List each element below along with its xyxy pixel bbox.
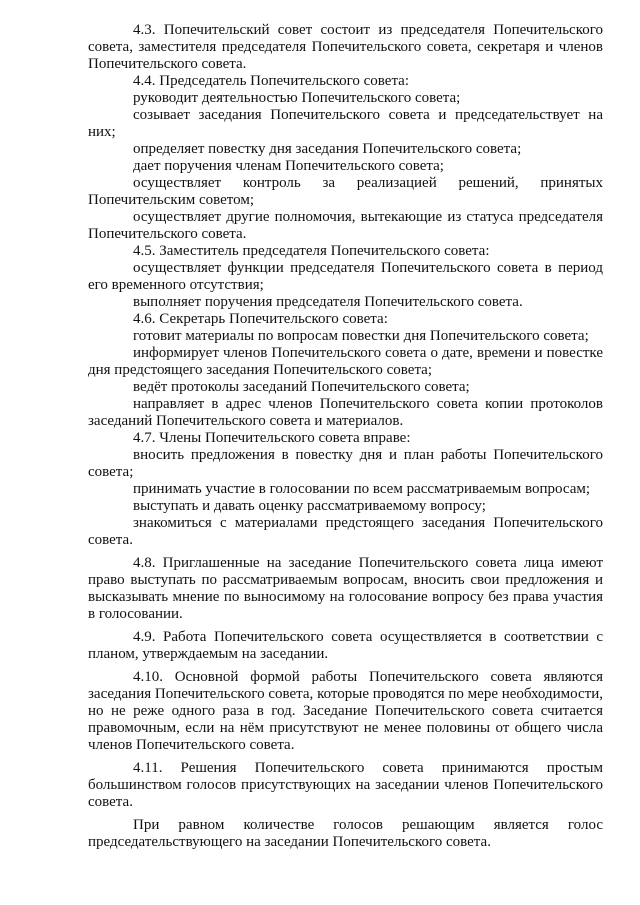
paragraph-tie-vote: При равном количестве голосов решающим является голос председательствующего на заседании Попечительского совета. bbox=[88, 817, 603, 850]
list-item: знакомиться с материалами предстоящего заседания Попечительского совета. bbox=[88, 515, 603, 548]
list-item: созывает заседания Попечительского совета и председательствует на них; bbox=[88, 107, 603, 140]
paragraph-4-9: 4.9. Работа Попечительского совета осуществляется в соответствии с планом, утверждаемым на заседании. bbox=[88, 629, 603, 662]
list-item: осуществляет другие полномочия, вытекающие из статуса председателя Попечительского совета. bbox=[88, 209, 603, 242]
paragraph-4-3: 4.3. Попечительский совет состоит из председателя Попечительского совета, заместителя председателя Попечительского совета, секретаря и членов Попечительского совета. bbox=[88, 22, 603, 72]
list-item: определяет повестку дня заседания Попечительского совета; bbox=[133, 141, 522, 157]
list-item: направляет в адрес членов Попечительского совета копии протоколов заседаний Попечительского совета и материалов. bbox=[88, 396, 603, 429]
list-item: дает поручения членам Попечительского совета; bbox=[133, 158, 444, 174]
paragraph-4-6-heading: 4.6. Секретарь Попечительского совета: bbox=[133, 311, 388, 327]
list-item: руководит деятельностью Попечительского совета; bbox=[133, 90, 461, 106]
list-item: выполняет поручения председателя Попечительского совета. bbox=[133, 294, 523, 310]
paragraph-4-7-heading: 4.7. Члены Попечительского совета вправе: bbox=[133, 430, 411, 446]
list-item: выступать и давать оценку рассматриваемому вопросу; bbox=[133, 498, 486, 514]
paragraph-4-11: 4.11. Решения Попечительского совета принимаются простым большинством голосов присутствующих на заседании членов Попечительского совета. bbox=[88, 760, 603, 810]
list-item: принимать участие в голосовании по всем рассматриваемым вопросам; bbox=[133, 481, 591, 497]
list-item: ведёт протоколы заседаний Попечительского совета; bbox=[133, 379, 470, 395]
paragraph-4-10: 4.10. Основной формой работы Попечительского совета являются заседания Попечительского совета, которые проводятся по мере необходимости, но не реже одного раза в год. Заседание Попечительского совета считается правомочным, если на нём присутствуют не менее половины от общего числа членов Попечительского совета. bbox=[88, 669, 603, 753]
document-body bbox=[88, 22, 603, 851]
paragraph-4-5-heading: 4.5. Заместитель председателя Попечительского совета: bbox=[133, 243, 490, 259]
list-item: готовит материалы по вопросам повестки дня Попечительского совета; bbox=[133, 328, 589, 344]
list-item: информирует членов Попечительского совета о дате, времени и повестке дня предстоящего заседания Попечительского совета; bbox=[88, 345, 603, 378]
paragraph-4-4-heading: 4.4. Председатель Попечительского совета: bbox=[133, 73, 410, 89]
paragraph-4-8: 4.8. Приглашенные на заседание Попечительского совета лица имеют право выступать по рассматриваемым вопросам, вносить свои предложения и высказывать мнение по выносимому на голосование вопросу без права участия в голосовании. bbox=[88, 555, 603, 622]
list-item: осуществляет контроль за реализацией решений, принятых Попечительским советом; bbox=[88, 175, 603, 208]
list-item: вносить предложения в повестку дня и план работы Попечительского совета; bbox=[88, 447, 603, 480]
list-item: осуществляет функции председателя Попечительского совета в период его временного отсутствия; bbox=[88, 260, 603, 293]
